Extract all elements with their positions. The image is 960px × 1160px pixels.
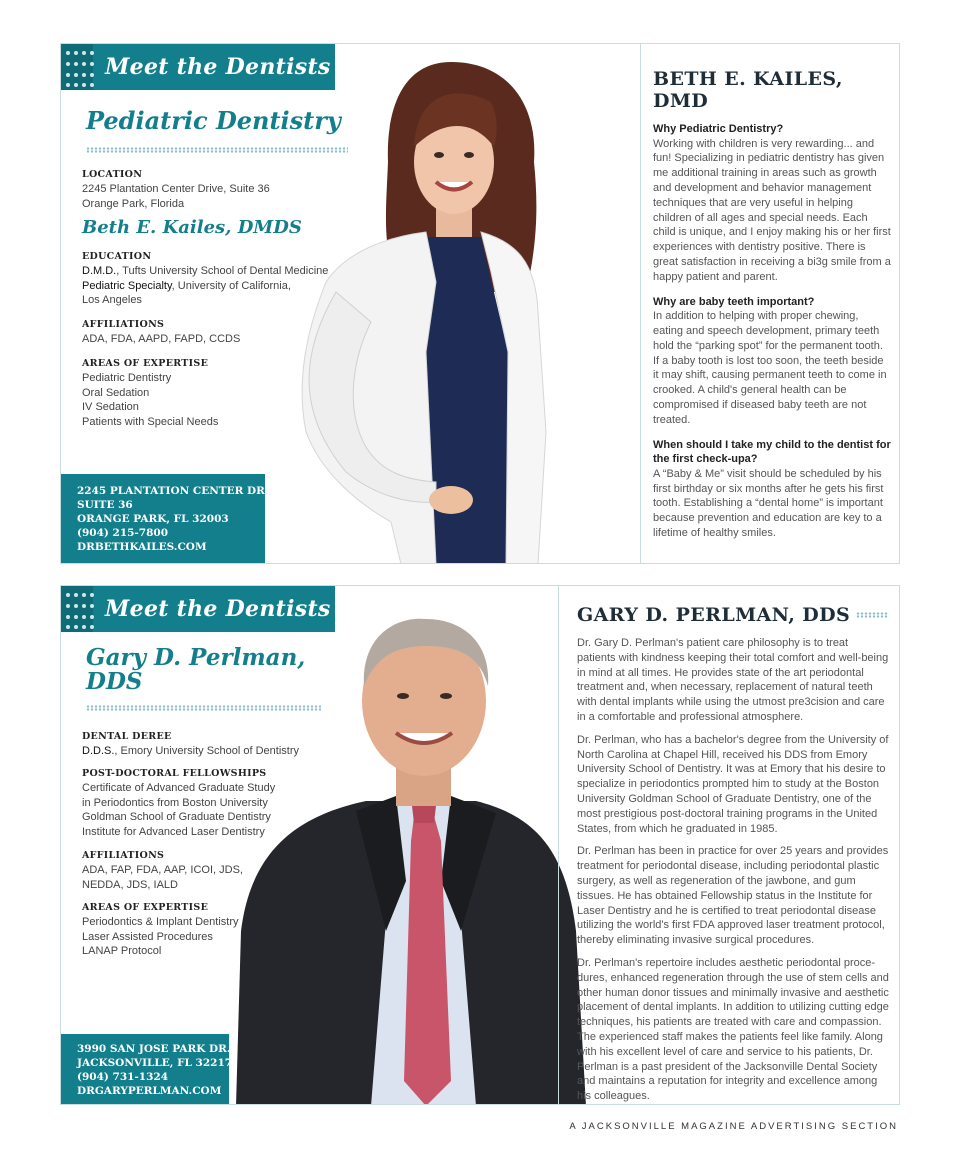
contact-city: ORANGE PARK, FL 32003	[77, 513, 229, 525]
expertise-item: Laser Assisted Procedures	[82, 930, 213, 943]
contact-suite: SUITE 36	[77, 499, 133, 511]
contact-city: JACKSONVILLE, FL 32217	[77, 1057, 233, 1069]
answer: A “Baby & Me” visit should be scheduled by his first birthday or six months after he gets his first tooth. Establishing a “dental home” is important because prevention and education are key to a lifetime of healthy smiles.	[653, 467, 884, 539]
bio-paragraph: Dr. Perlman, who has a bachelor's degree from the University of North Carolina at Chapel Hill, received his DDS from Emory University School of Dentistry. It was at Emory that his desire to specialize in periodontics prompted him to study at the Boston University Goldman School of Graduate Dentistry, one of the most prestigious post-doctoral training programs in the United States, from which he graduated in 1985.	[577, 733, 889, 835]
question: Why Pediatric Dentistry?	[653, 123, 784, 135]
affiliations-label: AFFILIATIONS	[82, 850, 165, 861]
affiliations-block	[82, 850, 243, 892]
location-label: LOCATION	[82, 169, 143, 180]
fellowship-line: Goldman School of Graduate Dentistry	[82, 811, 271, 824]
affiliations-block	[82, 319, 240, 347]
bio-column	[577, 604, 889, 1104]
fellowship-line: Certificate of Advanced Graduate Study	[82, 782, 276, 794]
expertise-block	[82, 358, 218, 429]
contact-phone: (904) 731-1324	[77, 1071, 169, 1083]
education-line: D.M.D., Tufts University School of Dental Medicine	[82, 265, 329, 277]
contact-website[interactable]: DRGARYPERLMAN.COM	[77, 1085, 222, 1097]
contact-box	[61, 1034, 233, 1105]
bio-paragraph: Dr. Perlman has been in practice for over 25 years and provides treatment for periodontal disease, including periodontal plastic surgery, as well as regeneration of the jawbone, and gum tissues. He has obtained Fellowship status in the Institute for Laser Dentistry and he is certified to treat periodontal disease utilizing the world's first FDA approved laser treatment protocol, thereby eliminating invasive surgical procedures.	[577, 845, 889, 947]
doctor-heading-line: Gary D. Perlman,	[86, 644, 306, 671]
qa-column	[653, 68, 891, 541]
education-line: Los Angeles	[82, 294, 142, 307]
banner-title: Meet the Dentists	[105, 596, 331, 622]
contact-address: 2245 PLANTATION CENTER DR.	[77, 485, 269, 497]
degree-label: DENTAL DEREE	[82, 731, 172, 742]
contact-website[interactable]: DRBETHKAILES.COM	[77, 541, 207, 553]
expertise-item: IV Sedation	[82, 401, 139, 414]
fellowships-label: POST-DOCTORAL FELLOWSHIPS	[82, 768, 267, 779]
affiliations-text: ADA, FDA, AAPD, FAPD, CCDS	[82, 333, 241, 345]
answer: Working with children is very rewarding... and fun! Specializing in pediatric dentistry has given me additional training in areas such as growth and development and behavior management techniques that are very useful in helping children of all ages and special needs. Each child is unique, and I enjoy making his or her first experiences with dentistry positive. There is great satisfaction in receiving a bi3g smile from a happy patient and parent.	[653, 137, 891, 283]
banner-title: Meet the Dentists	[105, 54, 331, 80]
degree-text: D.D.S., Emory University School of Dentistry	[82, 745, 300, 757]
fellowship-line: Institute for Advanced Laser Dentistry	[82, 825, 265, 838]
location-line: Orange Park, Florida	[82, 197, 185, 210]
fellowship-line: in Periodontics from Boston University	[82, 796, 268, 809]
dentist-photo-perlman	[236, 601, 586, 1105]
location-line: 2245 Plantation Center Drive, Suite 36	[82, 183, 270, 195]
footer-caption: A JACKSONVILLE MAGAZINE ADVERTISING SECTION	[569, 1121, 898, 1132]
expertise-label: AREAS OF EXPERTISE	[82, 358, 209, 369]
dot-grid-icon	[61, 586, 93, 632]
expertise-label: AREAS OF EXPERTISE	[82, 902, 209, 913]
doctor-heading: Beth E. Kailes, DMDS	[82, 217, 302, 238]
column-divider	[640, 44, 641, 564]
dentist-photo-kailes	[276, 52, 641, 564]
expertise-item: Patients with Special Needs	[82, 415, 219, 428]
dot-grid-icon	[61, 44, 93, 90]
education-label: EDUCATION	[82, 251, 152, 262]
dentist-panel-perlman	[60, 585, 900, 1105]
question: Why are baby teeth important?	[653, 295, 815, 308]
affiliations-line: ADA, FAP, FDA, AAP, ICOI, JDS,	[82, 864, 243, 876]
doctor-heading-line: DDS	[86, 668, 143, 696]
contact-address: 3990 SAN JOSE PARK DR.	[77, 1043, 231, 1055]
location-block	[82, 169, 270, 211]
expertise-item: LANAP Protocol	[82, 945, 162, 958]
expertise-item: Pediatric Dentistry	[82, 372, 172, 384]
dentist-panel-kailes	[60, 43, 900, 564]
education-line: Pediatric Specialty, University of California,	[82, 279, 291, 292]
dotted-divider	[856, 612, 889, 618]
specialty-heading: Pediatric Dentistry	[86, 106, 341, 135]
expertise-item: Oral Sedation	[82, 386, 150, 399]
bio-paragraph: Dr. Gary D. Perlman's patient care philosophy is to treat patients with kindness keeping their total comfort and well-being in mind at all times. He provides state of the art periodontal treatment and, when necessary, replacement of natural teeth with dental implants while using the utmost pre3cision and care in a comfortable and professional atmosphere.	[577, 637, 889, 723]
expertise-item: Periodontics & Implant Dentistry	[82, 916, 239, 928]
contact-phone: (904) 215-7800	[77, 527, 169, 539]
contact-box	[61, 474, 269, 564]
affiliations-label: AFFILIATIONS	[82, 319, 165, 330]
question: When should I take my child to the dentist for the first check-upa?	[653, 438, 891, 466]
doctor-name-heading: BETH E. KAILES, DMD	[653, 68, 843, 112]
doctor-name-heading: GARY D. PERLMAN, DDS	[577, 604, 851, 626]
bio-paragraph: Dr. Perlman's repertoire includes aesthetic periodontal proce- dures, enhanced regeneration through the use of stem cells and other human donor tissues and minimally invasive and aesthetic placement of dental implants. In addition to utilizing cutting edge techniques, his patients are treated with care and compassion. The experienced staff makes the patients feel like family. Along with his excellent level of care and service to his patients, Dr. Perlman is a past president of the Jacksonville Dental Society and maintains a reputation for integrity and excellence among his colleagues.	[577, 956, 889, 1103]
affiliations-line: NEDDA, JDS, IALD	[82, 878, 178, 891]
column-divider	[558, 586, 559, 1105]
expertise-block	[82, 902, 239, 959]
answer: In addition to helping with proper chewing, eating and speech development, primary teeth hold the “parking spot” for the permanent tooth. If a baby tooth is lost too soon, the teeth beside it may shift, causing permanent teeth to come in crooked. A child's general health can be compromised if diseased baby teeth are not treated.	[653, 310, 887, 426]
